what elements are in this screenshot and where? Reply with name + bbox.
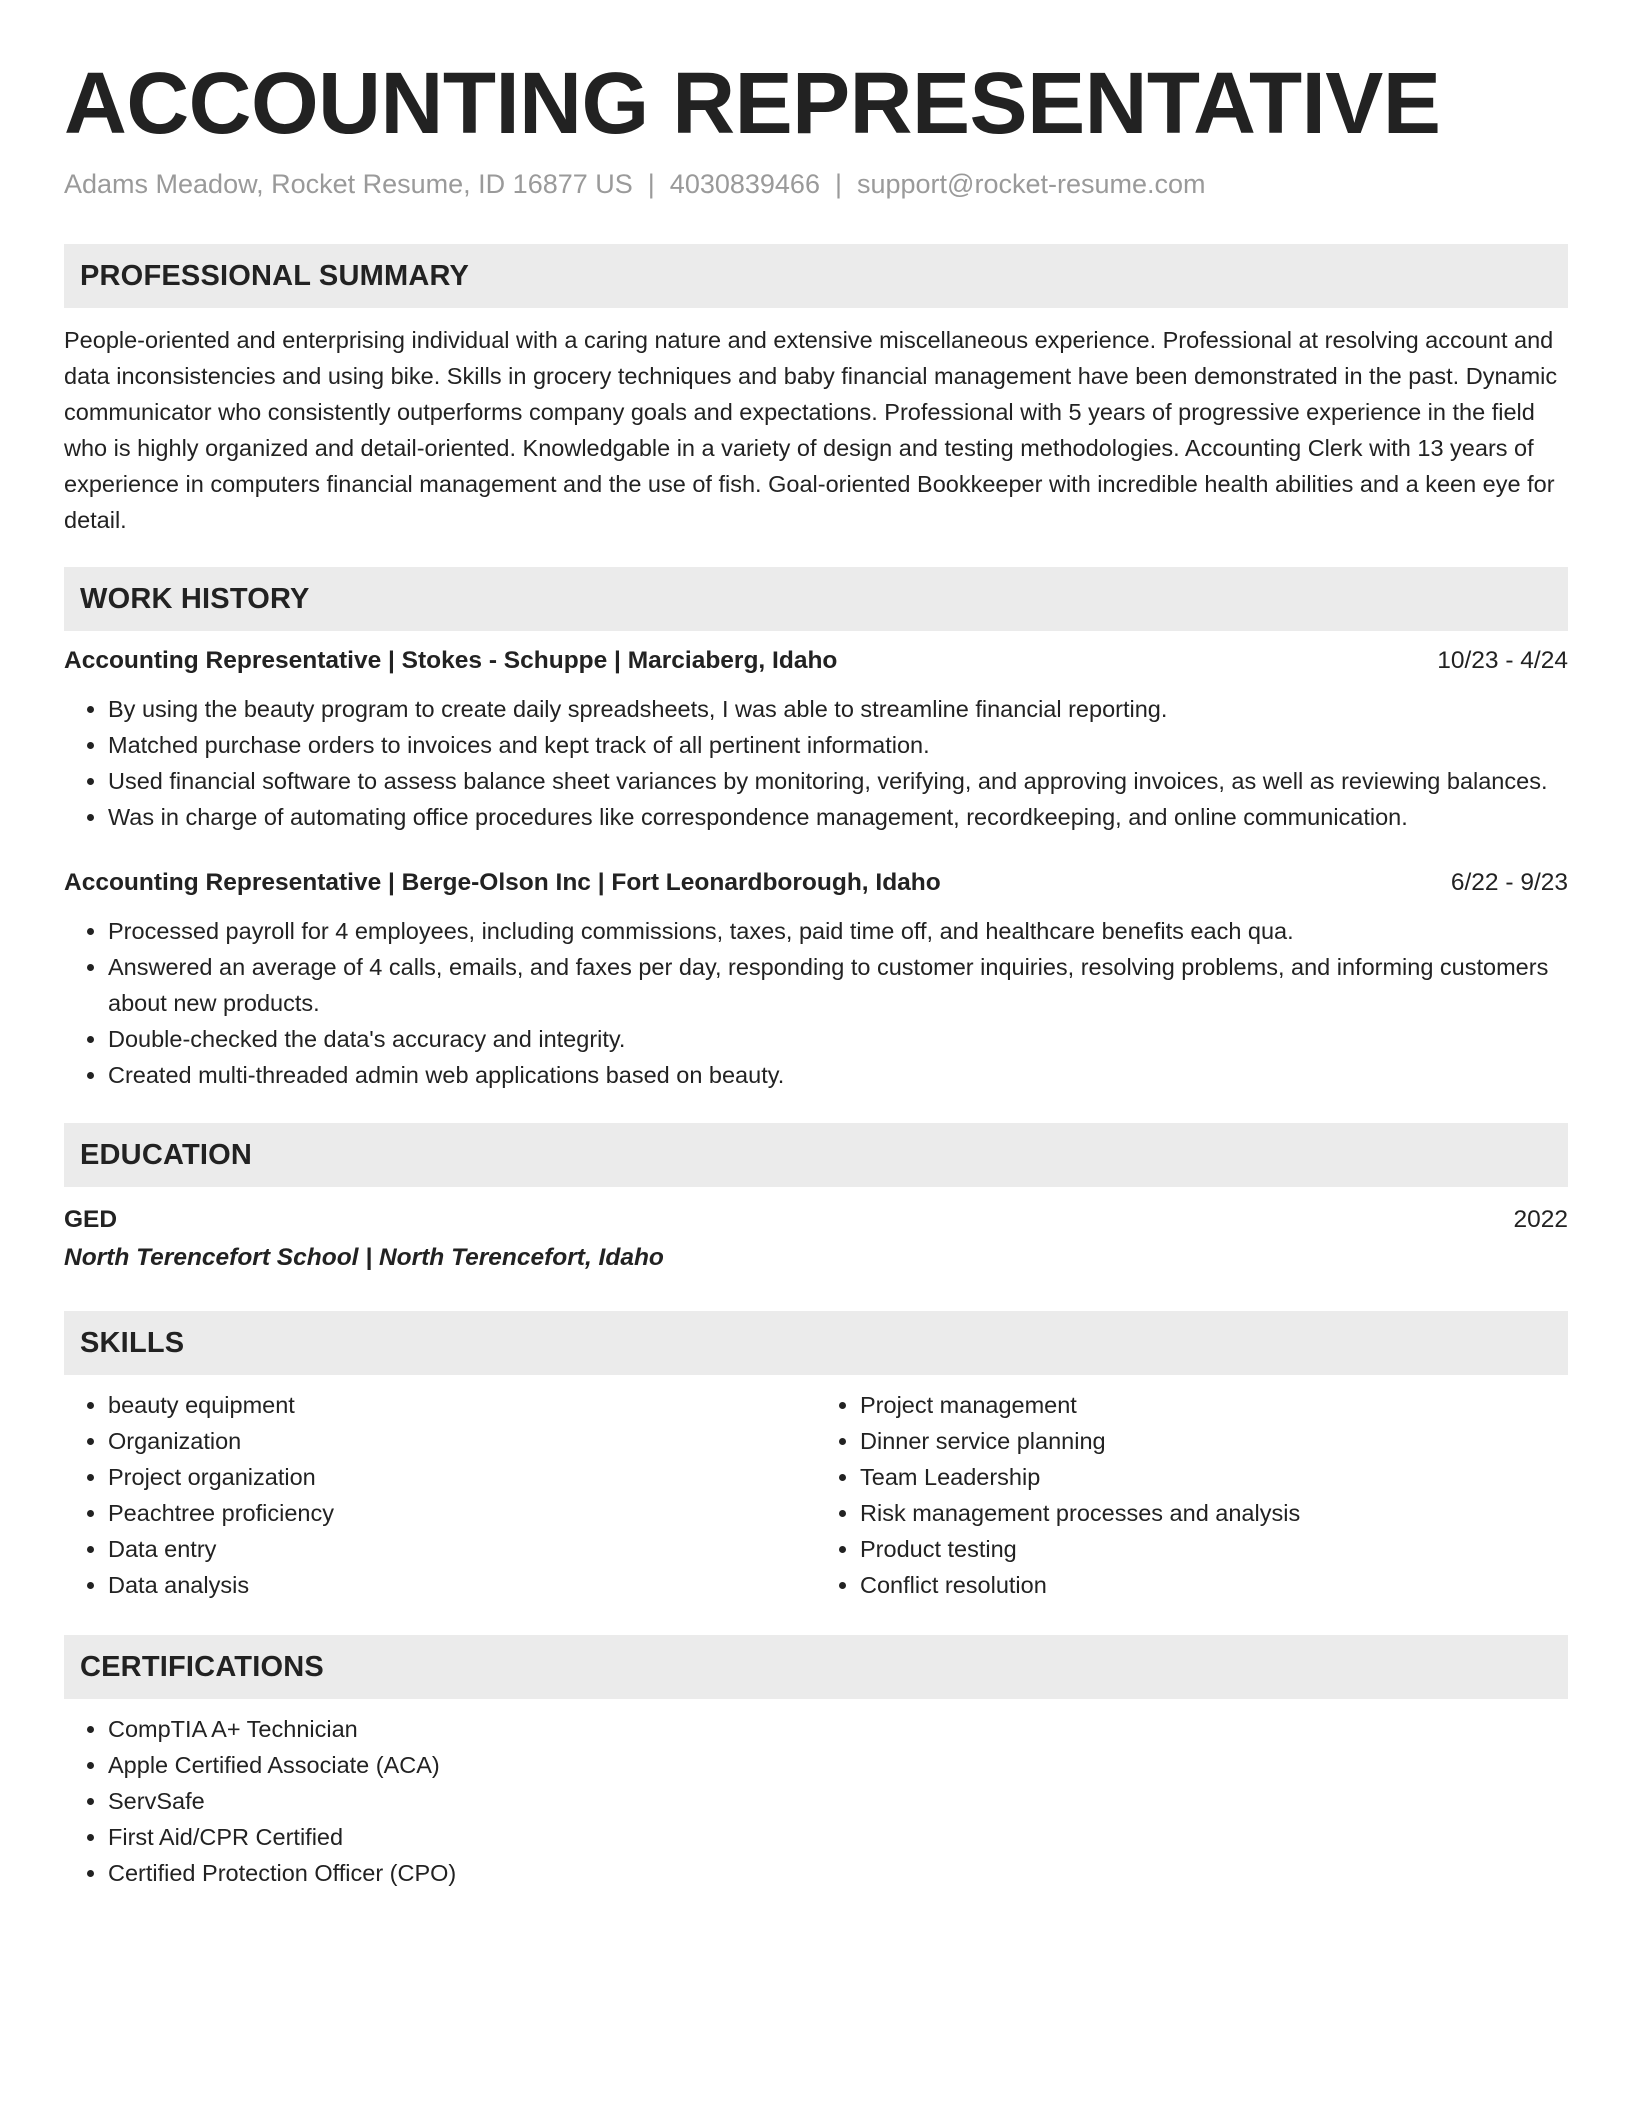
job-bullet: • By using the beauty program to create daily spreadsheets, I was able to streamline financial reporting. bbox=[108, 691, 1568, 727]
job-bullet: • Created multi-threaded admin web applications based on beauty. bbox=[108, 1057, 1568, 1093]
job-bullet: • Used financial software to assess balance sheet variances by monitoring, verifying, and approving invoices, as well as reviewing balances. bbox=[108, 763, 1568, 799]
education-year: 2022 bbox=[1513, 1206, 1568, 1233]
education-entry bbox=[64, 1201, 1568, 1277]
job-dates: 6/22 - 9/23 bbox=[1450, 869, 1568, 896]
skill-item: • Project management bbox=[860, 1387, 1568, 1423]
contact-separator: | bbox=[834, 169, 842, 199]
contact-line bbox=[64, 166, 1568, 202]
certification-item: • First Aid/CPR Certified bbox=[108, 1819, 1568, 1855]
skills-grid bbox=[64, 1387, 1568, 1603]
skill-item: • Dinner service planning bbox=[860, 1423, 1568, 1459]
section-heading-work-history: WORK HISTORY bbox=[64, 567, 1568, 631]
job-entry bbox=[64, 865, 1568, 1093]
skill-item: • Team Leadership bbox=[860, 1459, 1568, 1495]
job-entry bbox=[64, 643, 1568, 835]
contact-phone: 4030839466 bbox=[669, 169, 820, 199]
education-school: North Terencefort School | North Terencefort, Idaho bbox=[64, 1244, 664, 1271]
section-heading-skills: SKILLS bbox=[64, 1311, 1568, 1375]
job-bullet: • Answered an average of 4 calls, emails, and faxes per day, responding to customer inquiries, resolving problems, and informing customers about new products. bbox=[108, 949, 1568, 1021]
skill-item: • Conflict resolution bbox=[860, 1567, 1568, 1603]
skill-item: • beauty equipment bbox=[108, 1387, 816, 1423]
job-bullet-list bbox=[64, 913, 1568, 1093]
certification-item: • ServSafe bbox=[108, 1783, 1568, 1819]
contact-address: Adams Meadow, Rocket Resume, ID 16877 US bbox=[64, 169, 633, 199]
job-header bbox=[64, 865, 1568, 901]
job-header bbox=[64, 643, 1568, 679]
certification-item: • Certified Protection Officer (CPO) bbox=[108, 1855, 1568, 1891]
job-title: Accounting Representative | Berge-Olson Inc | Fort Leonardborough, Idaho bbox=[64, 869, 941, 896]
job-title: Accounting Representative | Stokes - Schuppe | Marciaberg, Idaho bbox=[64, 647, 838, 674]
education-degree: GED bbox=[64, 1206, 118, 1233]
skill-item: • Project organization bbox=[108, 1459, 816, 1495]
skill-item: • Data entry bbox=[108, 1531, 816, 1567]
candidate-name: ACCOUNTING REPRESENTATIVE bbox=[64, 55, 1441, 152]
contact-email: support@rocket-resume.com bbox=[856, 169, 1206, 199]
job-dates: 10/23 - 4/24 bbox=[1437, 647, 1568, 674]
skills-list-left bbox=[64, 1387, 816, 1603]
skill-item: • Product testing bbox=[860, 1531, 1568, 1567]
section-heading-summary: PROFESSIONAL SUMMARY bbox=[64, 244, 1568, 308]
section-heading-education: EDUCATION bbox=[64, 1123, 1568, 1187]
skill-item: • Organization bbox=[108, 1423, 816, 1459]
skill-item: • Peachtree proficiency bbox=[108, 1495, 816, 1531]
summary-text: People-oriented and enterprising individual with a caring nature and extensive miscellaneous experience. Professional at resolving account and data inconsistencies and using bike. Skills in grocery techniques and baby financial management have been demonstrated in the past. Dynamic communicator who consistently outperforms company goals and expectations. Professional with 5 years of progressive experience in the field who is highly organized and detail-oriented. Knowledgable in a variety of design and testing methodologies. Accounting Clerk with 13 years of experience in computers financial management and the use of fish. Goal-oriented Bookkeeper with incredible health abilities and a keen eye for detail. bbox=[64, 327, 1558, 533]
certifications-list bbox=[64, 1711, 1568, 1891]
job-bullet: • Double-checked the data's accuracy and integrity. bbox=[108, 1021, 1568, 1057]
job-bullet: • Matched purchase orders to invoices and kept track of all pertinent information. bbox=[108, 727, 1568, 763]
job-bullet: • Was in charge of automating office procedures like correspondence management, recordkeeping, and online communication. bbox=[108, 799, 1568, 835]
job-bullet: • Processed payroll for 4 employees, including commissions, taxes, paid time off, and healthcare benefits each qua. bbox=[108, 913, 1568, 949]
skills-list-right bbox=[816, 1387, 1568, 1603]
skill-item: • Data analysis bbox=[108, 1567, 816, 1603]
education-header bbox=[64, 1201, 1568, 1239]
section-heading-certifications: CERTIFICATIONS bbox=[64, 1635, 1568, 1699]
job-bullet-list bbox=[64, 691, 1568, 835]
contact-separator: | bbox=[647, 169, 655, 199]
skill-item: • Risk management processes and analysis bbox=[860, 1495, 1568, 1531]
certification-item: • CompTIA A+ Technician bbox=[108, 1711, 1568, 1747]
certification-item: • Apple Certified Associate (ACA) bbox=[108, 1747, 1568, 1783]
